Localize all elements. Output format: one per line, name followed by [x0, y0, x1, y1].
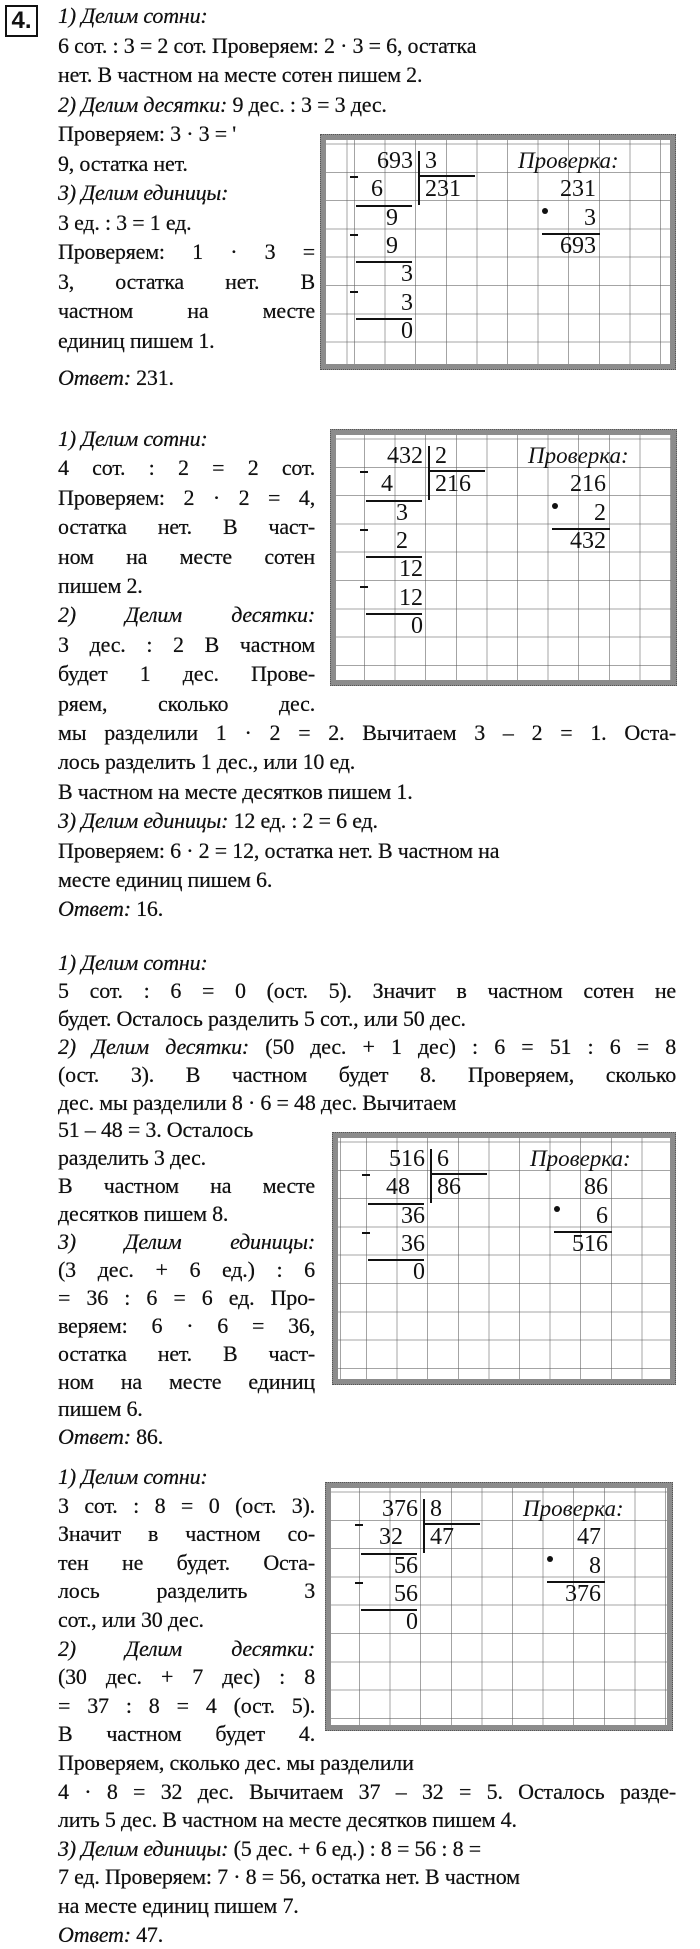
step-heading: 1) Делим сотни:: [58, 1464, 208, 1489]
line-text: остатка нет. В част-: [58, 514, 315, 540]
answer-value: 47.: [130, 1921, 164, 1947]
line-text: (3 дес. + 6 ед.) : 6: [58, 1256, 315, 1282]
line-text: (5 дес. + 6 ед.) : 8 = 56 : 8 =: [228, 1835, 481, 1861]
line-text: нет. В частном на месте сотен пишем 2.: [58, 62, 423, 87]
text-line: [58, 90, 387, 119]
line-text: на месте единиц пишем 7.: [58, 1893, 299, 1918]
step-heading: 1) Делим сотни:: [58, 426, 208, 451]
text-line: [58, 1691, 315, 1720]
check-factor: 231: [560, 176, 596, 203]
line-text: ряем, сколько дес.: [58, 690, 315, 716]
line-text: дес. мы разделили 8 · 6 = 48 дес. Вычитаем: [58, 1089, 457, 1115]
line-text: будет. Осталось разделить 5 сот., или 50 дес.: [58, 1005, 466, 1031]
line-text: 9, остатка нет.: [58, 150, 188, 176]
text-line: [58, 1605, 315, 1634]
divisor: 6: [437, 1146, 449, 1172]
step-value: 48: [386, 1174, 410, 1201]
check-product: 376: [565, 1580, 601, 1607]
text-line: [58, 1519, 315, 1548]
check-label: Проверка:: [523, 1496, 624, 1521]
text-line: [58, 178, 315, 207]
step-value: 0: [406, 1609, 418, 1636]
step-value: 3: [401, 261, 413, 288]
step-value: 12: [399, 556, 423, 583]
line-text: лить 5 дес. В частном на месте десятков пишем 4.: [58, 1807, 517, 1833]
step-heading: 3) Делим единицы:: [58, 180, 229, 205]
line-text: 4 сот. : 2 = 2 сот.: [58, 455, 315, 481]
line-text: В частном будет 4.: [58, 1721, 315, 1747]
long-division-box: [332, 1132, 676, 1385]
text-line: [58, 1805, 517, 1834]
text-line: [58, 119, 315, 148]
text-line: [58, 453, 315, 482]
step-heading: 2) Делим десятки:: [58, 1635, 315, 1661]
text-line: [58, 296, 315, 325]
text-line: [58, 1060, 676, 1089]
text-line: [58, 806, 378, 835]
division-bar: [428, 446, 430, 500]
long-division-box: [325, 1482, 673, 1731]
answer-label: Ответ:: [58, 365, 131, 390]
text-line: [58, 1032, 676, 1061]
answer-line: [58, 1920, 163, 1949]
divisor: 8: [430, 1496, 442, 1522]
text-line: [58, 1862, 520, 1891]
text-line: [58, 1576, 315, 1605]
text-line: [58, 1255, 315, 1284]
task-number: 4.: [5, 5, 38, 37]
text-line: [58, 836, 499, 865]
text-line: [58, 31, 476, 60]
step-value: 9: [386, 204, 398, 231]
step-value: 0: [401, 317, 413, 344]
check-product: 516: [572, 1230, 608, 1257]
line-text: ном на месте единиц: [58, 1368, 315, 1394]
text-line: [58, 1748, 414, 1777]
line-text: лось разделить 3: [58, 1578, 315, 1604]
text-line: [58, 208, 315, 237]
answer-line: [58, 363, 315, 392]
text-line: [58, 1143, 315, 1172]
line-text: разделить 3 дес.: [58, 1145, 206, 1171]
line-text: десятков пишем 8.: [58, 1201, 229, 1227]
line-text: (ост. 3). В частном будет 8. Проверяем, сколько: [58, 1061, 676, 1087]
line-text: 12 ед. : 2 = 6 ед.: [228, 808, 378, 834]
step-value: 3: [396, 499, 408, 526]
line-text: 3, остатка нет. В: [58, 268, 315, 294]
line-text: = 37 : 8 = 4 (ост. 5).: [58, 1692, 315, 1718]
step-value: 6: [371, 176, 383, 203]
text-line: [58, 1088, 456, 1117]
text-line: [58, 1491, 315, 1520]
text-line: [58, 1115, 315, 1144]
answer-line: [58, 1422, 163, 1451]
line-text: 7 ед. Проверяем: 7 · 8 = 56, остатка нет. В частном: [58, 1864, 520, 1890]
step-heading: 1) Делим сотни:: [58, 950, 208, 975]
text-line: [58, 777, 413, 806]
step-heading: 3) Делим единицы:: [58, 1229, 315, 1254]
step-heading: 2) Делим десятки:: [58, 1033, 250, 1059]
step-value: 4: [381, 471, 393, 498]
long-division-box: [320, 134, 676, 370]
check-label: Проверка:: [528, 443, 629, 468]
check-factor: 6: [596, 1202, 608, 1229]
check-factor: 8: [589, 1552, 601, 1579]
text-line: [58, 1283, 315, 1312]
check-label: Проверка:: [530, 1146, 631, 1171]
line-text: 51 – 48 = 3. Осталось: [58, 1117, 254, 1143]
text-line: [58, 1719, 315, 1748]
quotient: 86: [437, 1174, 461, 1201]
line-text: лось разделить 1 дес., или 10 ед.: [58, 749, 356, 775]
line-text: Проверяем: 3 · 3 = ': [58, 121, 237, 146]
text-line: [58, 1548, 315, 1577]
text-line: [58, 483, 315, 512]
answer-label: Ответ:: [58, 1424, 131, 1450]
text-line: [58, 630, 315, 659]
text-line: [58, 1367, 315, 1396]
step-value: 2: [396, 527, 408, 554]
text-line: [58, 1634, 315, 1663]
division-bar: [430, 1149, 432, 1203]
step-value: 56: [394, 1580, 418, 1607]
line-text: (50 дес. + 1 дес) : 6 = 51 : 6 = 8: [249, 1033, 676, 1059]
answer-value: 86.: [130, 1424, 164, 1450]
line-text: В частном на месте десятков пишем 1.: [58, 778, 413, 804]
step-value: 12: [399, 584, 423, 611]
line-text: месте единиц пишем 6.: [58, 867, 273, 892]
line-text: частном на месте: [58, 298, 315, 323]
step-value: 36: [401, 1230, 425, 1257]
step-value: 56: [394, 1552, 418, 1579]
line-text: Проверяем: 2 · 2 = 4,: [58, 484, 315, 510]
text-line: [58, 659, 315, 688]
text-line: [58, 571, 315, 600]
step-value: 0: [413, 1259, 425, 1286]
check-factor: 2: [594, 499, 606, 526]
text-line: [58, 600, 315, 629]
line-text: 4 · 8 = 32 дес. Вычитаем 37 – 32 = 5. Осталось разде-: [58, 1778, 676, 1804]
text-line: [58, 1004, 466, 1033]
text-line: [58, 1462, 208, 1491]
text-line: [58, 747, 355, 776]
text-line: [58, 237, 315, 266]
text-line: [58, 689, 315, 718]
line-text: В частном на месте: [58, 1173, 315, 1199]
line-text: 5 сот. : 6 = 0 (ост. 5). Значит в частном сотен не: [58, 977, 676, 1003]
line-text: единиц пишем 1.: [58, 327, 215, 353]
line-text: 3 дес. : 2 В частном: [58, 631, 315, 657]
text-line: [58, 326, 315, 355]
text-line: [58, 60, 422, 89]
line-text: остатка нет. В част-: [58, 1340, 315, 1366]
line-text: Проверяем: 1 · 3 =: [58, 239, 315, 264]
step-value: 0: [411, 612, 423, 639]
text-line: [58, 1199, 315, 1228]
line-text: 9 дес. : 3 = 3 дес.: [227, 91, 387, 117]
quotient: 216: [435, 471, 471, 498]
line-text: мы разделили 1 · 2 = 2. Вычитаем 3 – 2 = 1. Оста-: [58, 720, 676, 745]
line-text: будет 1 дес. Прове-: [58, 661, 315, 687]
answer-line: [58, 894, 163, 923]
line-text: тен не будет. Оста-: [58, 1549, 315, 1575]
line-text: 3 ед. : 3 = 1 ед.: [58, 209, 192, 235]
text-line: [58, 1, 208, 30]
text-line: [58, 267, 315, 296]
check-factor: 47: [577, 1524, 601, 1551]
line-text: веряем: 6 · 6 = 36,: [58, 1312, 315, 1338]
step-heading: 1) Делим сотни:: [58, 3, 208, 28]
text-line: [58, 948, 208, 977]
text-line: [58, 1777, 676, 1806]
step-value: 36: [401, 1202, 425, 1229]
line-text: 6 сот. : 3 = 2 сот. Проверяем: 2 · 3 = 6, остатка: [58, 32, 477, 58]
text-line: [58, 1891, 299, 1920]
text-line: [58, 1394, 315, 1423]
dividend: 516: [389, 1146, 425, 1172]
line-text: ном на месте сотен: [58, 543, 315, 569]
answer-label: Ответ:: [58, 896, 131, 922]
check-product: 693: [560, 232, 596, 259]
text-line: [58, 865, 272, 894]
answer-value: 16.: [130, 896, 164, 922]
dividend: 376: [382, 1496, 418, 1522]
text-line: [58, 976, 676, 1005]
check-product: 432: [570, 527, 606, 554]
step-heading: 3) Делим единицы:: [58, 808, 229, 834]
line-text: Значит в частном со-: [58, 1521, 315, 1547]
dividend: 693: [377, 148, 413, 174]
step-heading: 2) Делим десятки:: [58, 602, 315, 628]
division-bar: [423, 1499, 425, 1553]
step-heading: 2) Делим десятки:: [58, 91, 228, 117]
line-text: 3 сот. : 8 = 0 (ост. 3).: [58, 1492, 315, 1518]
divisor: 2: [435, 443, 447, 469]
step-value: 32: [379, 1524, 403, 1551]
answer-label: Ответ:: [58, 1921, 131, 1947]
line-text: = 36 : 6 = 6 ед. Про-: [58, 1284, 315, 1310]
text-line: [58, 1339, 315, 1368]
text-line: [58, 1171, 315, 1200]
text-line: [58, 542, 315, 571]
text-line: [58, 149, 315, 178]
quotient: 47: [430, 1524, 454, 1551]
division-bar: [418, 151, 420, 205]
line-text: пишем 6.: [58, 1396, 143, 1422]
check-factor: 3: [584, 204, 596, 231]
step-value: 9: [386, 232, 398, 259]
line-text: пишем 2.: [58, 573, 143, 598]
step-value: 3: [401, 289, 413, 316]
quotient: 231: [425, 176, 461, 203]
check-factor: 86: [584, 1174, 608, 1201]
text-line: [58, 424, 208, 453]
answer-value: 231.: [130, 365, 174, 390]
divisor: 3: [425, 148, 437, 174]
check-factor: 216: [570, 471, 606, 498]
text-line: [58, 1662, 315, 1691]
long-division-box: [330, 429, 677, 686]
text-line: [58, 1834, 481, 1863]
text-line: [58, 512, 315, 541]
line-text: Проверяем, сколько дес. мы разделили: [58, 1750, 414, 1775]
text-line: [58, 1311, 315, 1340]
text-line: [58, 718, 676, 747]
line-text: сот., или 30 дес.: [58, 1607, 204, 1632]
line-text: Проверяем: 6 · 2 = 12, остатка нет. В частном на: [58, 837, 500, 863]
text-line: [58, 1227, 315, 1256]
dividend: 432: [387, 443, 423, 469]
line-text: (30 дес. + 7 дес) : 8: [58, 1664, 315, 1690]
check-label: Проверка:: [518, 148, 619, 173]
step-heading: 3) Делим единицы:: [58, 1835, 229, 1861]
